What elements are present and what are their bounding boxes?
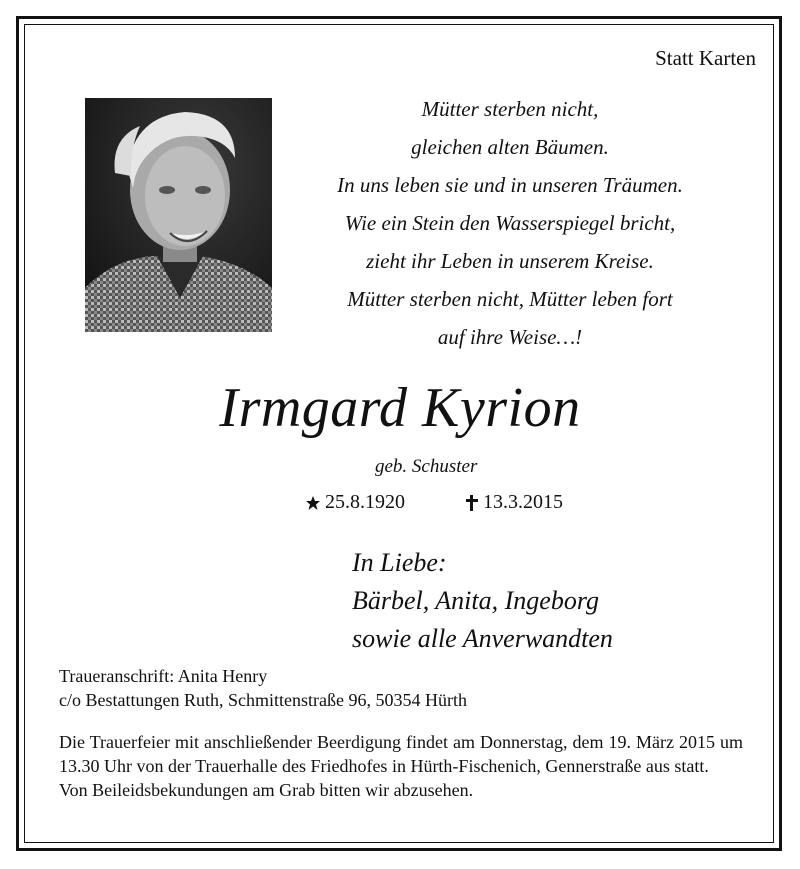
death-date bbox=[465, 491, 563, 514]
ceremony-info bbox=[59, 730, 743, 802]
birth-date-value: 25.8.1920 bbox=[325, 491, 405, 513]
mourners bbox=[352, 544, 613, 658]
poem-line: Mütter sterben nicht, Mütter leben fort bbox=[347, 287, 673, 311]
address-line: c/o Bestattungen Ruth, Schmittenstraße 96, 50354 Hürth bbox=[59, 690, 467, 710]
statt-karten-label: Statt Karten bbox=[655, 46, 756, 70]
mourners-names: Bärbel, Anita, Ingeborg bbox=[352, 586, 599, 615]
address-line: Traueranschrift: Anita Henry bbox=[59, 666, 268, 686]
cross-icon bbox=[465, 494, 479, 512]
death-date-value: 13.3.2015 bbox=[483, 491, 563, 513]
poem-line: zieht ihr Leben in unserem Kreise. bbox=[366, 249, 654, 273]
poem bbox=[300, 90, 720, 356]
condolence-note: Von Beileidsbekundungen am Grab bitten wir abzusehen. bbox=[59, 780, 474, 800]
poem-line: gleichen alten Bäumen. bbox=[411, 135, 609, 159]
poem-line: In uns leben sie und in unseren Träumen. bbox=[337, 173, 683, 197]
birth-date bbox=[305, 491, 405, 514]
birth-name: geb. Schuster bbox=[375, 456, 478, 477]
poem-line: Mütter sterben nicht, bbox=[421, 97, 599, 121]
poem-line: Wie ein Stein den Wasserspiegel bricht, bbox=[344, 211, 676, 235]
mourning-address bbox=[59, 664, 467, 712]
mourners-intro: In Liebe: bbox=[352, 548, 447, 577]
star-icon bbox=[305, 495, 321, 511]
poem-line: auf ihre Weise…! bbox=[437, 325, 583, 349]
portrait-photo-icon bbox=[85, 98, 272, 332]
portrait-photo bbox=[85, 98, 272, 332]
deceased-name: Irmgard Kyrion bbox=[219, 377, 581, 439]
ceremony-text: Die Trauerfeier mit anschließender Beerdigung findet am Donnerstag, dem 19. März 2015 um 13.30 Uhr von der Trauerhalle des Friedhofes in Hürth-Fischenich, Gennerstraße aus statt. bbox=[59, 732, 743, 776]
mourners-others: sowie alle Anverwandten bbox=[352, 624, 613, 653]
